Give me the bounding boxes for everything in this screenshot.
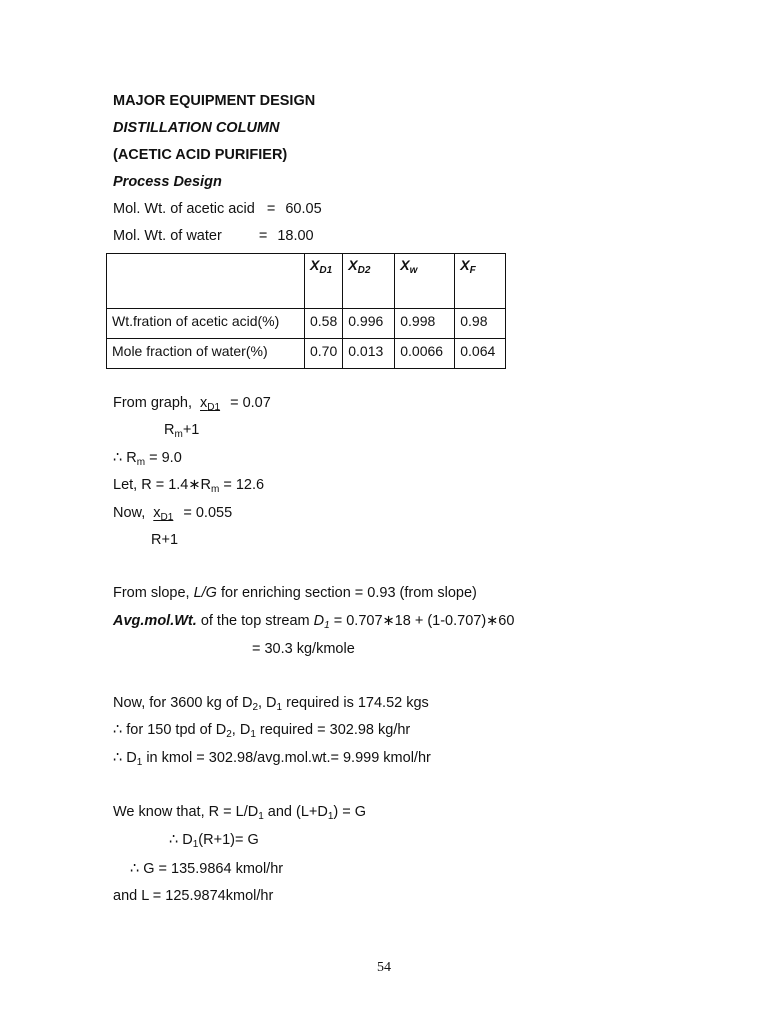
molwt-acetic-label: Mol. Wt. of acetic acid: [113, 201, 255, 217]
equipment-purpose: (ACETIC ACID PURIFIER): [113, 147, 288, 163]
fraction-denominator: R+1: [151, 532, 179, 548]
molwt-water-line: [113, 227, 314, 245]
fraction-denominator: $R_m+1$: [164, 422, 200, 440]
row-label: Mole fraction of water(%): [107, 339, 305, 369]
section-heading: Process Design: [113, 174, 222, 190]
rm-line: ∴ $R_m = 9.0$: [113, 450, 182, 468]
flow-line-3: ∴ $D_1$ in kmol = 302.98/avg.mol.wt.= 9.999 kmol/hr: [113, 750, 431, 768]
table-header-cell: $X_{D2}$: [343, 254, 395, 309]
avg-molwt-line: Avg.mol.Wt. of the top stream $D_1$ = 0.707∗18 + (1-0.707)∗60: [113, 613, 515, 631]
table-header-cell: $X_F$: [455, 254, 506, 309]
document-title: MAJOR EQUIPMENT DESIGN: [113, 93, 316, 109]
avg-molwt-result: = 30.3 kg/kmole: [252, 641, 355, 657]
table-row: [107, 339, 506, 369]
flow-line-1: Now, for 3600 kg of $D_2$, $D_1$ required is 174.52 kgs: [113, 695, 429, 713]
page-number: 54: [377, 960, 391, 975]
fraction-numerator: $x_{D1}$: [200, 395, 221, 413]
table-header-cell: $X_w$: [395, 254, 455, 309]
liquid-rate-line: and L = 125.9874kmol/hr: [113, 888, 274, 904]
table-cell: 0.013: [343, 339, 395, 369]
flow-line-2: ∴ for 150 tpd of $D_2$, $D_1$ required = 302.98 kg/hr: [113, 722, 411, 740]
graph-value: = 0.07: [230, 395, 271, 411]
avg-molwt-label: Avg.mol.Wt.: [113, 613, 197, 629]
graph-label: From graph,: [113, 395, 192, 411]
lg-ratio: L/G: [193, 585, 217, 601]
molwt-water-eq: =: [258, 228, 268, 244]
table-cell: 0.98: [455, 309, 506, 339]
table-header-row: [107, 254, 506, 309]
table-cell: 0.70: [305, 339, 343, 369]
molwt-acetic-line: [113, 200, 322, 218]
reflux-ratio-line: Let, $R = 1.4∗R_m = 12.6$: [113, 477, 265, 495]
table-cell: 0.064: [455, 339, 506, 369]
now-value: = 0.055: [183, 505, 233, 521]
molwt-water-value: 18.00: [277, 228, 314, 244]
molwt-water-label: Mol. Wt. of water: [113, 228, 222, 244]
fraction-numerator: $x_{D1}$: [153, 505, 174, 523]
table-header-cell: $X_{D1}$: [305, 254, 343, 309]
graph-line: [113, 394, 271, 412]
table-cell: 0.0066: [395, 339, 455, 369]
now-line: [113, 504, 232, 522]
molwt-acetic-value: 60.05: [285, 201, 322, 217]
molwt-acetic-eq: =: [266, 201, 276, 217]
composition-table: [106, 253, 506, 369]
table-cell: 0.998: [395, 309, 455, 339]
relation-derived-line: ∴ $D_1(R+1)= G$: [169, 832, 259, 850]
relation-line: We know that, $R = L/D_1$ and $(L+D_1) = G$: [113, 804, 367, 822]
table-cell: 0.996: [343, 309, 395, 339]
slope-line: From slope, L/G for enriching section = 0.93 (from slope): [113, 585, 477, 601]
vapor-rate-line: ∴ G = 135.9864 kmol/hr: [130, 861, 284, 877]
now-label: Now,: [113, 505, 146, 521]
table-corner-cell: [107, 254, 305, 309]
table-row: [107, 309, 506, 339]
therefore-symbol: ∴: [113, 450, 123, 466]
row-label: Wt.fration of acetic acid(%): [107, 309, 305, 339]
equipment-subtitle: DISTILLATION COLUMN: [113, 120, 280, 136]
table-cell: 0.58: [305, 309, 343, 339]
